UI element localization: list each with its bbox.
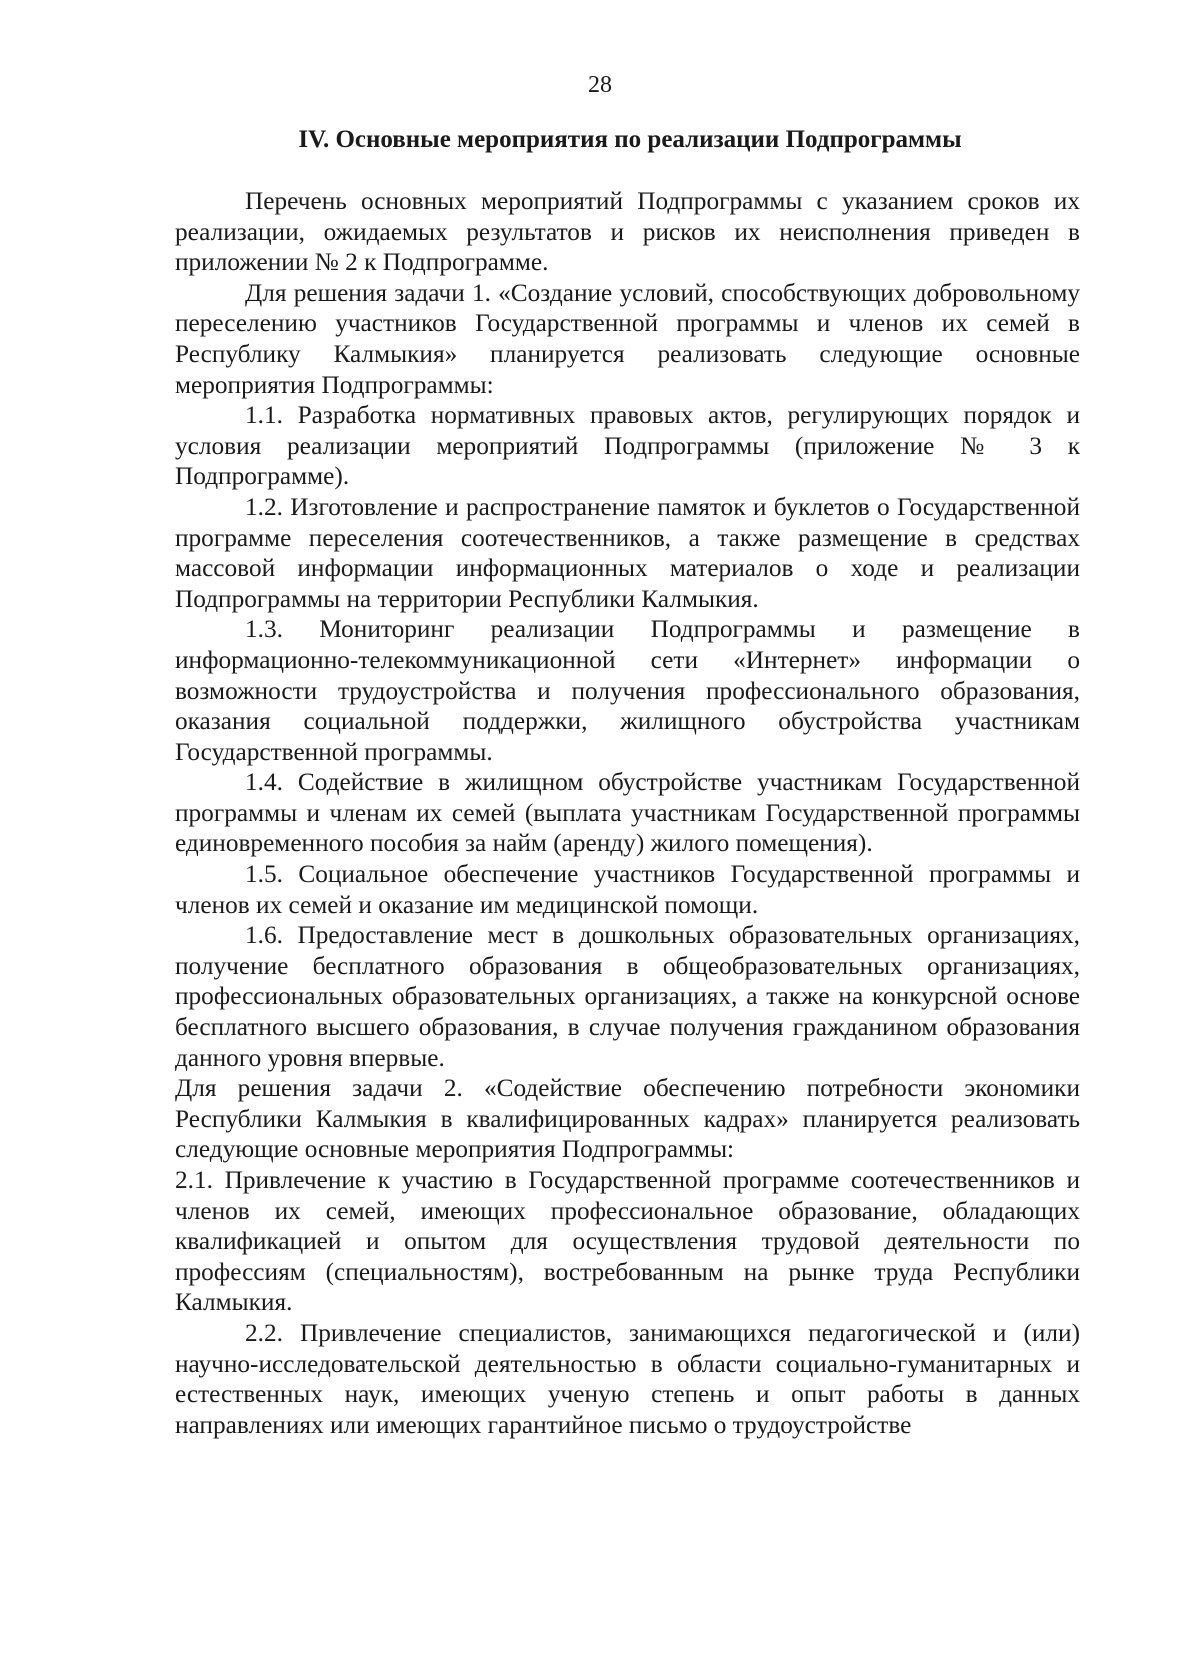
document-body xyxy=(175,186,1080,1440)
list-item-2-1: 2.1. Привлечение к участию в Государственной программе соотечественников и членов их семей, имеющих профессиональное образование, обладающих квалификацией и опытом для осуществления трудовой деятельности по профессиям (специальностям), востребованным на рынке труда Республики Калмыкия. xyxy=(175,1166,1080,1317)
list-item-1-5: 1.5. Социальное обеспечение участников Государственной программы и членов их семей и оказание им медицинской помощи. xyxy=(175,860,1080,919)
page-number: 28 xyxy=(588,72,612,98)
paragraph-intro: Перечень основных мероприятий Подпрограммы с указанием сроков их реализации, ожидаемых результатов и рисков их неисполнения приведен в приложении № 2 к Подпрограмме. xyxy=(175,187,1080,277)
list-item-1-4: 1.4. Содействие в жилищном обустройстве участникам Государственной программы и членам их семей (выплата участникам Государственной программы единовременного пособия за найм (аренду) жилого помещения). xyxy=(175,768,1080,858)
list-item-1-6: 1.6. Предоставление мест в дошкольных образовательных организациях, получение бесплатного образования в общеобразовательных организациях, профессиональных образовательных организациях, а также на конкурсной основе бесплатного высшего образования, в случае получения гражданином образования данного уровня впервые. xyxy=(175,921,1080,1072)
list-item-1-2: 1.2. Изготовление и распространение памяток и буклетов о Государственной программе переселения соотечественников, а также размещение в средствах массовой информации информационных материалов о ходе и реализации Подпрограммы на территории Республики Калмыкия. xyxy=(175,492,1080,613)
paragraph-task-2: Для решения задачи 2. «Содействие обеспечению потребности экономики Республики Калмыкия в квалифицированных кадрах» планируется реализовать следующие основные мероприятия Подпрограммы: xyxy=(175,1074,1080,1164)
list-item-1-1: 1.1. Разработка нормативных правовых актов, регулирующих порядок и условия реализации мероприятий Подпрограммы (приложение № 3 к Подпрограмме). xyxy=(175,401,1080,491)
list-item-1-3: 1.3. Мониторинг реализации Подпрограммы и размещение в информационно-телекоммуникационной сети «Интернет» информации о возможности трудоустройства и получения профессионального образования, оказания социальной поддержки, жилищного обустройства участникам Государственной программы. xyxy=(175,615,1080,766)
paragraph-task-1: Для решения задачи 1. «Создание условий, способствующих добровольному переселению участников Государственной программы и членов их семей в Республику Калмыкия» планируется реализовать следующие основные мероприятия Подпрограммы: xyxy=(175,278,1080,399)
list-item-2-2: 2.2. Привлечение специалистов, занимающихся педагогической и (или) научно-исследовательской деятельностью в области социально-гуманитарных и естественных наук, имеющих ученую степень и опыт работы в данных направлениях или имеющих гарантийное письмо о трудоустройстве xyxy=(175,1318,1080,1439)
section-title: IV. Основные мероприятия по реализации Подпрограммы xyxy=(298,126,962,153)
